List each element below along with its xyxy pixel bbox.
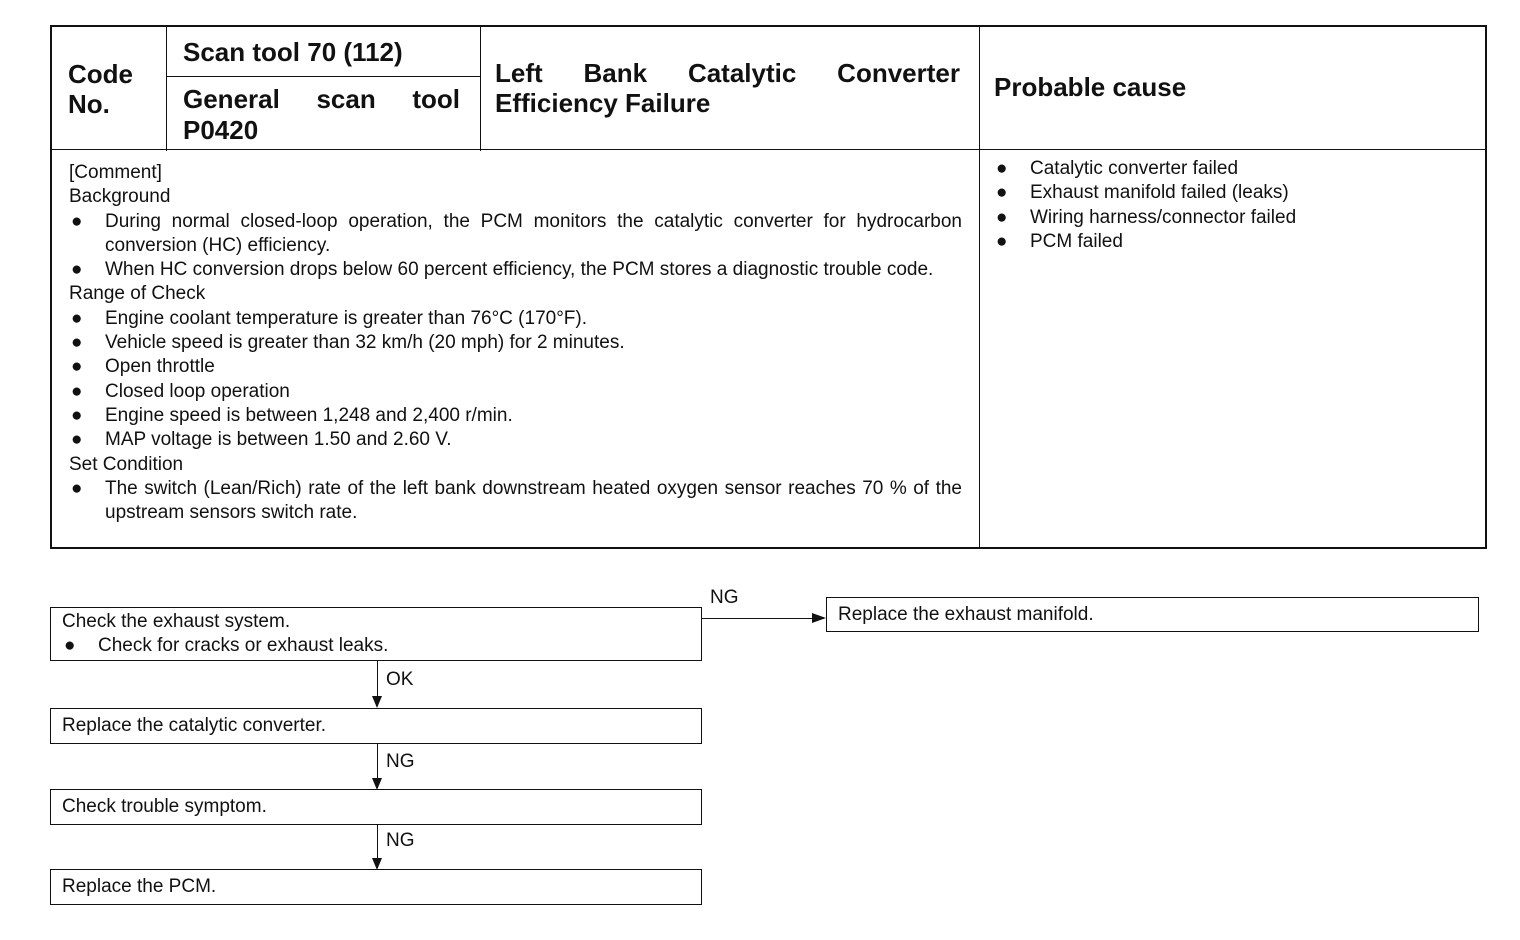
list-item: ● During normal closed-loop operation, the PCM monitors the catalytic converter for hydrocarbon conversion (HC) efficiency. bbox=[69, 210, 962, 259]
set-condition-heading: Set Condition bbox=[69, 453, 184, 475]
comment-heading: [Comment] bbox=[69, 162, 162, 183]
list-item: ● Catalytic converter failed bbox=[994, 157, 1464, 181]
list-item: ● Vehicle speed is greater than 32 km/h (20 mph) for 2 minutes. bbox=[69, 331, 962, 355]
flow-step-check-symptom: Check trouble symptom. bbox=[50, 789, 702, 825]
code-no-label: Code No. bbox=[68, 59, 133, 119]
list-item: ● Check for cracks or exhaust leaks. bbox=[64, 635, 389, 656]
list-item: ● Exhaust manifold failed (leaks) bbox=[994, 181, 1464, 205]
bullet-dot-icon: ● bbox=[71, 356, 83, 378]
table-divider bbox=[480, 27, 481, 151]
ok-arrow bbox=[377, 661, 378, 706]
background-heading: Background bbox=[69, 186, 171, 208]
ng-label: NG bbox=[386, 830, 415, 851]
comment-section bbox=[69, 161, 962, 525]
general-scan-tool-code: P0420 bbox=[183, 115, 259, 145]
list-item: ● Wiring harness/connector failed bbox=[994, 206, 1464, 230]
list-item: ● PCM failed bbox=[994, 230, 1464, 254]
general-scan-tool-label: General scan tool bbox=[183, 84, 460, 114]
bullet-dot-icon: ● bbox=[71, 477, 83, 499]
list-item: ● The switch (Lean/Rich) rate of the left bank downstream heated oxygen sensor reaches 70 % of the upstream sensors switch rate. bbox=[69, 477, 962, 526]
table-divider bbox=[166, 27, 167, 151]
bullet-dot-icon: ● bbox=[996, 206, 1008, 228]
flow-step-replace-pcm: Replace the PCM. bbox=[50, 869, 702, 905]
flow-step-replace-manifold: Replace the exhaust manifold. bbox=[826, 597, 1479, 632]
bullet-dot-icon: ● bbox=[996, 158, 1008, 179]
list-item: ● MAP voltage is between 1.50 and 2.60 V. bbox=[69, 428, 962, 452]
ng-arrow bbox=[377, 744, 378, 788]
flow-step-title: Check the exhaust system. bbox=[62, 611, 291, 632]
table-divider bbox=[166, 76, 480, 77]
list-item: ● Open throttle bbox=[69, 355, 962, 379]
probable-cause-heading: Probable cause bbox=[994, 72, 1187, 102]
probable-cause-list bbox=[994, 157, 1464, 254]
bullet-dot-icon: ● bbox=[71, 404, 83, 426]
bullet-dot-icon: ● bbox=[71, 259, 83, 281]
bullet-dot-icon: ● bbox=[71, 380, 83, 402]
flow-step-check-exhaust bbox=[50, 607, 702, 661]
page-title: Left Bank Catalytic Converter Efficiency Failure bbox=[495, 58, 960, 118]
list-item: ● When HC conversion drops below 60 percent efficiency, the PCM stores a diagnostic trouble code. bbox=[69, 258, 962, 282]
list-item: ● Engine coolant temperature is greater than 76°C (170°F). bbox=[69, 307, 962, 331]
bullet-dot-icon: ● bbox=[996, 182, 1008, 204]
bullet-dot-icon: ● bbox=[71, 429, 83, 451]
table-divider bbox=[979, 27, 980, 547]
list-item: ● Closed loop operation bbox=[69, 380, 962, 404]
bullet-dot-icon: ● bbox=[64, 635, 76, 656]
ok-label: OK bbox=[386, 669, 414, 690]
bullet-dot-icon: ● bbox=[71, 307, 83, 329]
ng-arrow bbox=[377, 825, 378, 868]
ng-label: NG bbox=[710, 587, 739, 608]
list-item: ● Engine speed is between 1,248 and 2,400 r/min. bbox=[69, 404, 962, 428]
scan-tool-code: Scan tool 70 (112) bbox=[183, 37, 403, 67]
range-heading: Range of Check bbox=[69, 283, 206, 305]
bullet-dot-icon: ● bbox=[71, 210, 83, 232]
diagnostic-code-table bbox=[50, 25, 1487, 549]
ng-arrow bbox=[702, 618, 824, 619]
flow-step-replace-converter: Replace the catalytic converter. bbox=[50, 708, 702, 744]
bullet-dot-icon: ● bbox=[71, 332, 83, 354]
table-divider bbox=[52, 149, 1485, 150]
bullet-dot-icon: ● bbox=[996, 230, 1008, 252]
ng-label: NG bbox=[386, 751, 415, 772]
